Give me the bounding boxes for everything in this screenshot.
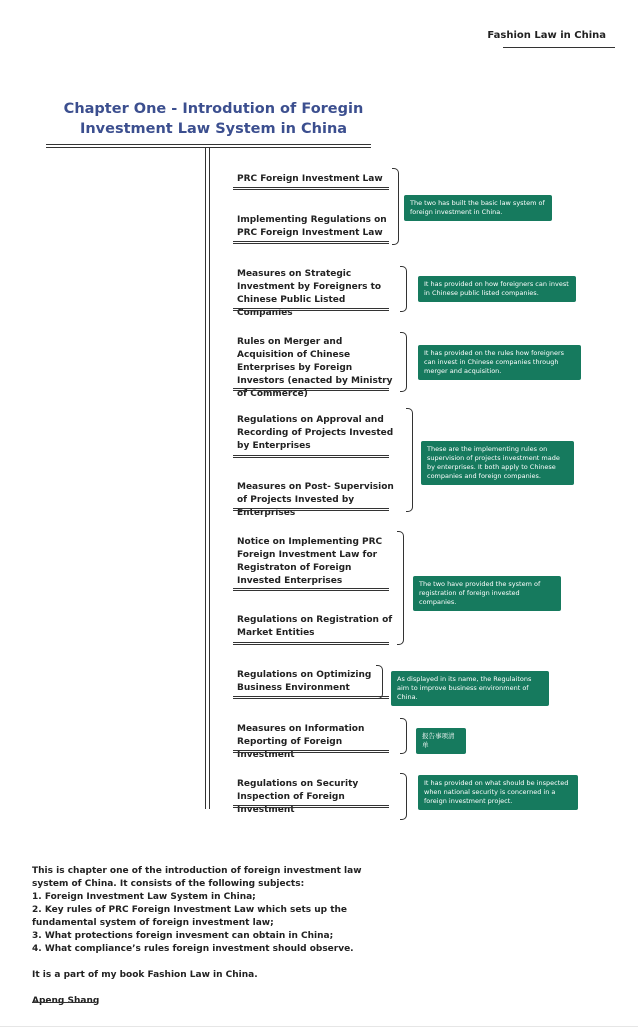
item-implementing-regulations: Implementing Regulations on PRC Foreign Investment Law [237,215,387,238]
bracket [400,773,407,820]
bracket [392,168,399,245]
book-note: It is a part of my book Fashion Law in China. [32,970,258,980]
summary-subject: 3. What protections foreign invesment can obtain in China; [32,931,334,941]
item-rule [233,642,389,645]
item-rule [233,508,389,511]
summary-subject: 4. What compliance’s rules foreign investment should observe. [32,944,354,954]
author-name: Apeng Shang [32,996,100,1006]
item-registration-notice: Notice on Implementing PRC Foreign Investment Law for Registraton of Foreign Invested Enterprises [237,537,383,586]
bracket [406,408,413,512]
note-merger-acquisition: It has provided on the rules how foreigners can invest in Chinese companies through merger and acquisition. [418,345,581,380]
note-project-supervision: These are the implementing rules on supervision of projects investment made by enterprises. It both apply to Chinese companies and foreign companies. [421,441,574,485]
item-rule [233,388,389,391]
author-underline [32,1002,94,1003]
note-registration-system: The two have provided the system of registration of foreign invested companies. [413,576,561,611]
book-title-header: Fashion Law in China [487,30,606,41]
chapter-summary [32,865,392,1008]
bracket [400,332,407,392]
item-rule [233,241,389,244]
item-market-entities-registration: Regulations on Registration of Market Entities [237,615,393,638]
item-strategic-investment-measures: Measures on Strategic Investment by Foreigners to Chinese Public Listed Companies [237,269,382,318]
item-merger-acquisition-rules: Rules on Merger and Acquisition of Chinese Enterprises by Foreign Investors (enacted by Ministry of Commerce) [237,337,393,399]
bracket [400,266,407,312]
item-rule [233,187,389,190]
note-reporting-list: 报告事项清单 [416,728,466,754]
item-security-inspection: Regulations on Security Inspection of Foreign Investment [237,779,359,815]
item-optimizing-business-environment: Regulations on Optimizing Business Environment [237,670,372,693]
bracket [400,718,407,754]
item-rule [233,805,389,808]
item-rule [233,750,389,753]
page-bottom-border [0,1026,638,1027]
chapter-title: Chapter One - Introdution of Foregin Investment Law System in China [63,101,364,137]
header-underline [503,47,615,48]
item-prc-foreign-investment-law: PRC Foreign Investment Law [237,174,383,184]
note-basic-law-system: The two has built the basic law system of foreign investment in China. [404,195,552,221]
item-rule [233,455,389,458]
note-public-listed-companies: It has provided on how foreigners can invest in Chinese public listed companies. [418,276,576,302]
note-security-inspection: It has provided on what should be inspected when national security is concerned in a foreign investment project. [418,775,578,810]
summary-subject: 2. Key rules of PRC Foreign Investment Law which sets up the fundamental system of foreign investment law; [32,905,348,928]
item-information-reporting: Measures on Information Reporting of Foreign Investment [237,724,365,760]
item-approval-recording-regulations: Regulations on Approval and Recording of Projects Invested by Enterprises [237,415,394,451]
tree-spine [205,147,210,809]
item-rule [233,696,389,699]
item-rule [233,588,389,591]
item-post-supervision-measures: Measures on Post- Supervision of Projects Invested by Enterprises [237,482,394,518]
bracket [397,531,404,645]
summary-subject: 1. Foreign Investment Law System in China; [32,892,256,902]
bracket [376,665,383,699]
summary-intro: This is chapter one of the introduction of foreign investment law system of China. It consists of the following subjects: [32,866,362,889]
item-rule [233,308,389,311]
note-business-environment: As displayed in its name, the Regulaitons aim to improve business environment of China. [391,671,549,706]
